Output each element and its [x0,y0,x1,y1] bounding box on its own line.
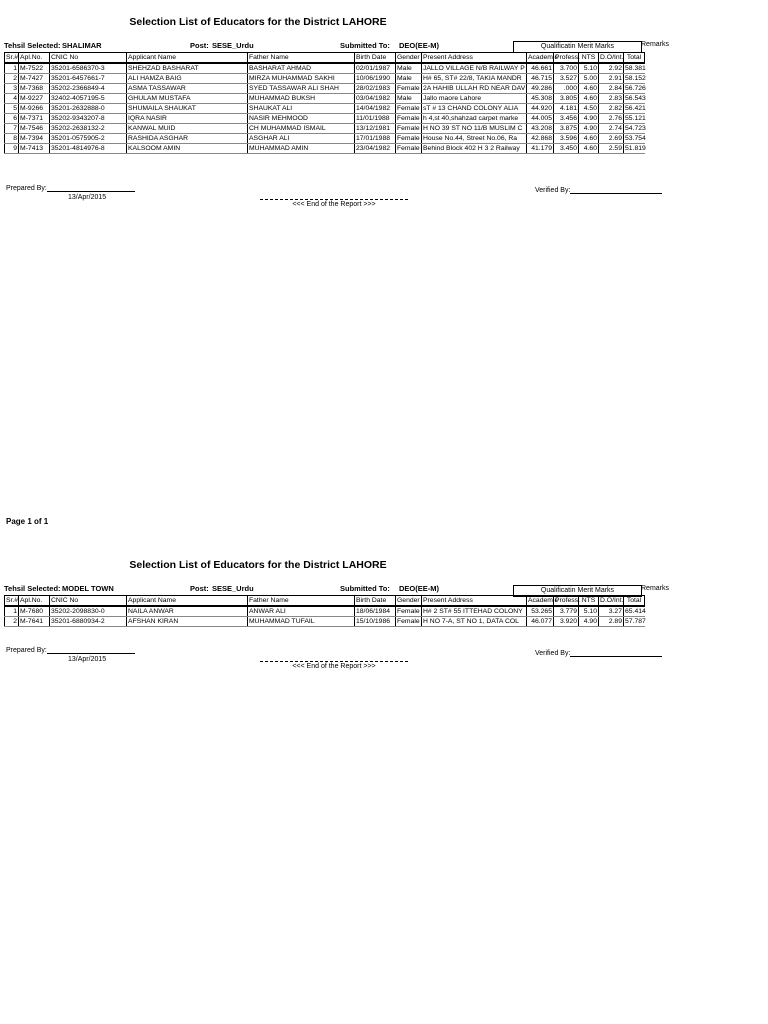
cell-cnic-no: 35201-0575905-2 [50,134,127,144]
cell-birth-date: 10/06/1990 [355,74,396,84]
cell-present-address: 2A HAHIB ULLAH RD NEAR DAV [423,85,526,92]
cell-present-address: Jallo maore Lahore [422,94,527,104]
table-row [5,114,645,124]
report-date: 13/Apr/2015 [68,656,107,663]
table-row [5,104,645,114]
cell-total: 56.543 [625,95,646,102]
cell-nts: 4.60 [579,84,599,94]
cell-total: 57.787 [625,618,646,625]
post-value: SESE_Urdu [212,584,254,593]
column-header-cnic-no: CNIC No [50,53,127,64]
table-header-row [5,596,645,607]
cell-cnic-no: 35202-2366849-4 [50,84,127,94]
cell-father-name: MIRZA MUHAMMAD SAKHI [248,74,355,84]
cell-applicant-name: GHULAM MUSTAFA [127,94,248,104]
cell-do-int: 2.69 [599,134,624,144]
cell-academic: 43.208 [527,124,554,134]
cell-birth-date: 02/01/1987 [355,63,396,74]
cell-apl-no: M-7371 [19,114,50,124]
cell-nts: 4.90 [579,617,599,627]
column-header-gender: Gender [397,597,420,604]
cell-father-name: MUHAMMAD TUFAIL [248,617,355,627]
column-header-birth-date: Birth Date [355,53,396,64]
cell-gender: Female [397,608,420,615]
cell-present-address: H NO 39 ST NO 11/B MUSLIM C [422,124,527,134]
report1-title: Selection List of Educators for the District LAHORE [129,16,387,28]
cell-gender: Female [397,85,420,92]
cell-sr-no: 4 [5,94,19,104]
cell-total: 53.754 [625,135,646,142]
tehsil-value: MODEL TOWN [62,584,114,593]
cell-total: 58.381 [625,65,646,72]
cell-academic: 46.715 [527,74,554,84]
cell-apl-no: M-7522 [19,63,50,74]
cell-profess: 3.527 [554,74,579,84]
cell-profess: 3.596 [554,134,579,144]
submitted-label: Submitted To: [340,584,390,593]
cell-birth-date: 15/10/1986 [355,617,396,627]
submitted-value: DEO(EE-M) [399,41,439,50]
cell-father-name: NASIR MEHMOOD [248,114,355,124]
cell-gender: Male [396,94,422,104]
cell-apl-no: M-7394 [19,134,50,144]
column-header-nts: NTS [579,53,599,64]
cell-cnic-no: 35202-2638132-2 [50,124,127,134]
column-header-nts: NTS [579,596,599,607]
table-row [5,124,645,134]
table-row [5,134,645,144]
cell-applicant-name: KALSOOM AMIN [127,144,248,154]
cell-father-name: MUHAMMAD AMIN [248,144,355,154]
cell-profess: 3.920 [554,617,579,627]
cell-apl-no: M-9227 [19,94,50,104]
cell-gender: Female [397,135,420,142]
cell-birth-date: 18/06/1984 [355,606,396,617]
cell-father-name: SYED TASSAWAR ALI SHAH [248,84,355,94]
post-label: Post: [190,584,209,593]
cell-sr-no: 2 [5,74,19,84]
cell-total: 56.726 [625,85,646,92]
cell-total: 54.723 [625,125,646,132]
cell-apl-no: M-7546 [19,124,50,134]
verified-by: Verified By: [535,650,662,657]
tehsil-label: Tehsil Selected: [4,584,61,593]
cell-academic: 42.868 [527,134,554,144]
cell-apl-no: M-9266 [19,104,50,114]
cell-applicant-name: ASMA TASSAWAR [127,84,248,94]
cell-total: 65.414 [625,608,646,615]
cell-applicant-name: SHEHZAD BASHARAT [127,63,248,74]
cell-apl-no: M-7641 [19,617,50,627]
cell-nts: 4.60 [579,144,599,154]
cell-do-int: 2.59 [599,144,624,154]
column-header-total: Total [624,596,645,607]
cell-do-int: 2.92 [599,63,624,74]
cell-profess: 3.875 [554,124,579,134]
column-header-present-address: Present Address [422,596,527,607]
cell-birth-date: 28/02/1983 [355,84,396,94]
cell-nts: 4.90 [579,124,599,134]
cell-profess: 3.805 [554,94,579,104]
column-header-father-name: Father Name [248,53,355,64]
cell-profess: 3.700 [554,63,579,74]
report1-table [4,52,645,154]
cell-total: 56.421 [625,105,646,112]
cell-cnic-no: 32402-4057195-5 [50,94,127,104]
cell-cnic-no: 35201-6457661-7 [50,74,127,84]
cell-profess: 3.450 [554,144,579,154]
cell-present-address: H# 2 ST# 55 ITTEHAD COLONY [422,606,527,617]
cell-do-int: 2.83 [599,94,624,104]
cell-applicant-name: AFSHAN KIRAN [127,617,248,627]
submitted-label: Submitted To: [340,41,390,50]
column-header-do-int: D.O/Int. [600,54,624,61]
cell-nts: 4.50 [579,104,599,114]
remarks-header: Remarks [641,585,670,592]
column-header-do-int: D.O/Int. [600,597,624,604]
cell-do-int: 2.84 [599,84,624,94]
cell-gender: Female [397,115,420,122]
report2-table [4,595,645,627]
qualification-header: Qualificatin Merit Marks [513,585,642,597]
column-header-apl-no: Apl.No. [19,53,50,64]
cell-father-name: BASHARAT AHMAD [248,63,355,74]
cell-cnic-no: 35202-9343207-8 [50,114,127,124]
column-header-academic: Academic [528,54,558,61]
cell-birth-date: 11/01/1988 [355,114,396,124]
cell-gender: Female [397,125,420,132]
cell-apl-no: M-7368 [19,84,50,94]
cell-do-int: 2.82 [599,104,624,114]
cell-total: 55.121 [625,115,646,122]
cell-gender: Female [397,105,420,112]
table-row [5,617,645,627]
column-header-sr-no: Sr.# [6,54,19,61]
cell-cnic-no: 35201-6586370-3 [50,63,127,74]
table-row [5,74,645,84]
cell-total: 58.152 [625,75,646,82]
cell-birth-date: 03/04/1982 [355,94,396,104]
table-row [5,144,645,154]
cell-birth-date: 23/04/1982 [355,144,396,154]
cell-sr-no: 1 [5,63,19,74]
cell-applicant-name: SHUMAILA SHAUKAT [127,104,248,114]
qualification-header: Qualificatin Merit Marks [513,41,642,53]
column-header-present-address: Present Address [422,53,527,64]
cell-gender: Female [397,145,420,152]
prepared-by: Prepared By: [6,185,135,192]
cell-nts: 4.90 [579,114,599,124]
tehsil-label: Tehsil Selected: [4,41,61,50]
cell-birth-date: 13/12/1981 [355,124,396,134]
cell-father-name: MUHAMMAD BUKSH [248,94,355,104]
cell-profess: 3.456 [554,114,579,124]
cell-total: 51.819 [625,145,646,152]
cell-applicant-name: NAILA ANWAR [127,606,248,617]
end-of-report: <<< End of the Report >>> [260,661,408,670]
column-header-cnic-no: CNIC No [50,596,127,607]
cell-present-address: H# 65, ST# 22/8, TAKIA MANDR [422,74,527,84]
cell-nts: 4.60 [579,134,599,144]
cell-academic: 46.661 [527,63,554,74]
post-value: SESE_Urdu [212,41,254,50]
cell-sr-no: 2 [5,617,19,627]
cell-present-address: Behind Block 402 H 3 2 Railway [422,144,527,154]
cell-academic: 45.308 [527,94,554,104]
cell-cnic-no: 35201-6880934-2 [50,617,127,627]
cell-sr-no: 5 [5,104,19,114]
table-row [5,63,645,74]
cell-do-int: 2.74 [599,124,624,134]
column-header-gender: Gender [397,54,420,61]
cell-do-int: 3.27 [599,606,624,617]
cell-academic: 49.286 [527,84,554,94]
column-header-sr-no: Sr.# [6,597,19,604]
column-header-applicant-name: Applicant Name [127,53,248,64]
cell-present-address: H NO 7-A, ST NO 1, DATA COL [422,617,527,627]
cell-academic: 53.265 [527,606,554,617]
table-row [5,606,645,617]
cell-applicant-name: KANWAL MUID [127,124,248,134]
cell-applicant-name: IQRA NASIR [127,114,248,124]
post-label: Post: [190,41,209,50]
column-header-academic: Academic [528,597,558,604]
column-header-applicant-name: Applicant Name [127,596,248,607]
column-header-birth-date: Birth Date [355,596,396,607]
cell-profess: 3.779 [554,606,579,617]
cell-gender: Male [396,74,422,84]
cell-nts: 5.00 [579,74,599,84]
table-row [5,94,645,104]
cell-gender: Female [397,618,420,625]
verified-by: Verified By: [535,187,662,194]
cell-cnic-no: 35201-4814976-8 [50,144,127,154]
cell-do-int: 2.76 [599,114,624,124]
cell-sr-no: 1 [5,606,19,617]
cell-nts: 5.10 [579,63,599,74]
cell-do-int: 2.91 [599,74,624,84]
cell-gender: Male [396,63,422,74]
column-header-father-name: Father Name [248,596,355,607]
cell-present-address: h 4,st 40,shahzad carpet marke [422,114,527,124]
cell-father-name: ANWAR ALI [248,606,355,617]
table-row [5,84,645,94]
cell-father-name: SHAUKAT ALI [248,104,355,114]
cell-apl-no: M-7413 [19,144,50,154]
cell-present-address: sT # 13 CHAND COLONY ALIA [422,104,527,114]
cell-profess: .000 [554,84,579,94]
remarks-header: Remarks [641,41,670,48]
cell-sr-no: 7 [5,124,19,134]
report-date: 13/Apr/2015 [68,194,107,201]
cell-academic: 44.005 [527,114,554,124]
cell-apl-no: M-7427 [19,74,50,84]
tehsil-value: SHALIMAR [62,41,102,50]
report2-title: Selection List of Educators for the District LAHORE [129,559,387,571]
cell-applicant-name: RASHIDA ASGHAR [127,134,248,144]
cell-cnic-no: 35201-2632888-0 [50,104,127,114]
prepared-by: Prepared By: [6,647,135,654]
cell-cnic-no: 35202-2098830-0 [50,606,127,617]
cell-present-address: JALLO VILLAGE N/B RAILWAY P [423,65,525,72]
column-header-apl-no: Apl.No. [19,596,50,607]
submitted-value: DEO(EE-M) [399,584,439,593]
cell-father-name: CH MUHAMMAD ISMAIL [248,124,355,134]
cell-sr-no: 6 [5,114,19,124]
column-header-profess: Profess. [555,597,580,604]
cell-present-address: House No.44, Street No.06, Ra [422,134,527,144]
cell-profess: 4.181 [554,104,579,114]
page-number: Page 1 of 1 [6,517,49,526]
cell-birth-date: 14/04/1982 [355,104,396,114]
cell-nts: 4.60 [579,94,599,104]
cell-nts: 5.10 [579,606,599,617]
column-header-total: Total [624,53,645,64]
cell-applicant-name: ALI HAMZA BAIG [127,74,248,84]
cell-academic: 44.920 [527,104,554,114]
column-header-profess: Profess. [555,54,580,61]
cell-academic: 46.077 [527,617,554,627]
cell-father-name: ASGHAR ALI [248,134,355,144]
cell-birth-date: 17/01/1988 [355,134,396,144]
cell-apl-no: M-7680 [19,606,50,617]
table-header-row [5,53,645,64]
cell-sr-no: 3 [5,84,19,94]
cell-academic: 41.179 [527,144,554,154]
end-of-report: <<< End of the Report >>> [260,199,408,208]
cell-sr-no: 9 [5,144,19,154]
cell-do-int: 2.89 [599,617,624,627]
cell-sr-no: 8 [5,134,19,144]
